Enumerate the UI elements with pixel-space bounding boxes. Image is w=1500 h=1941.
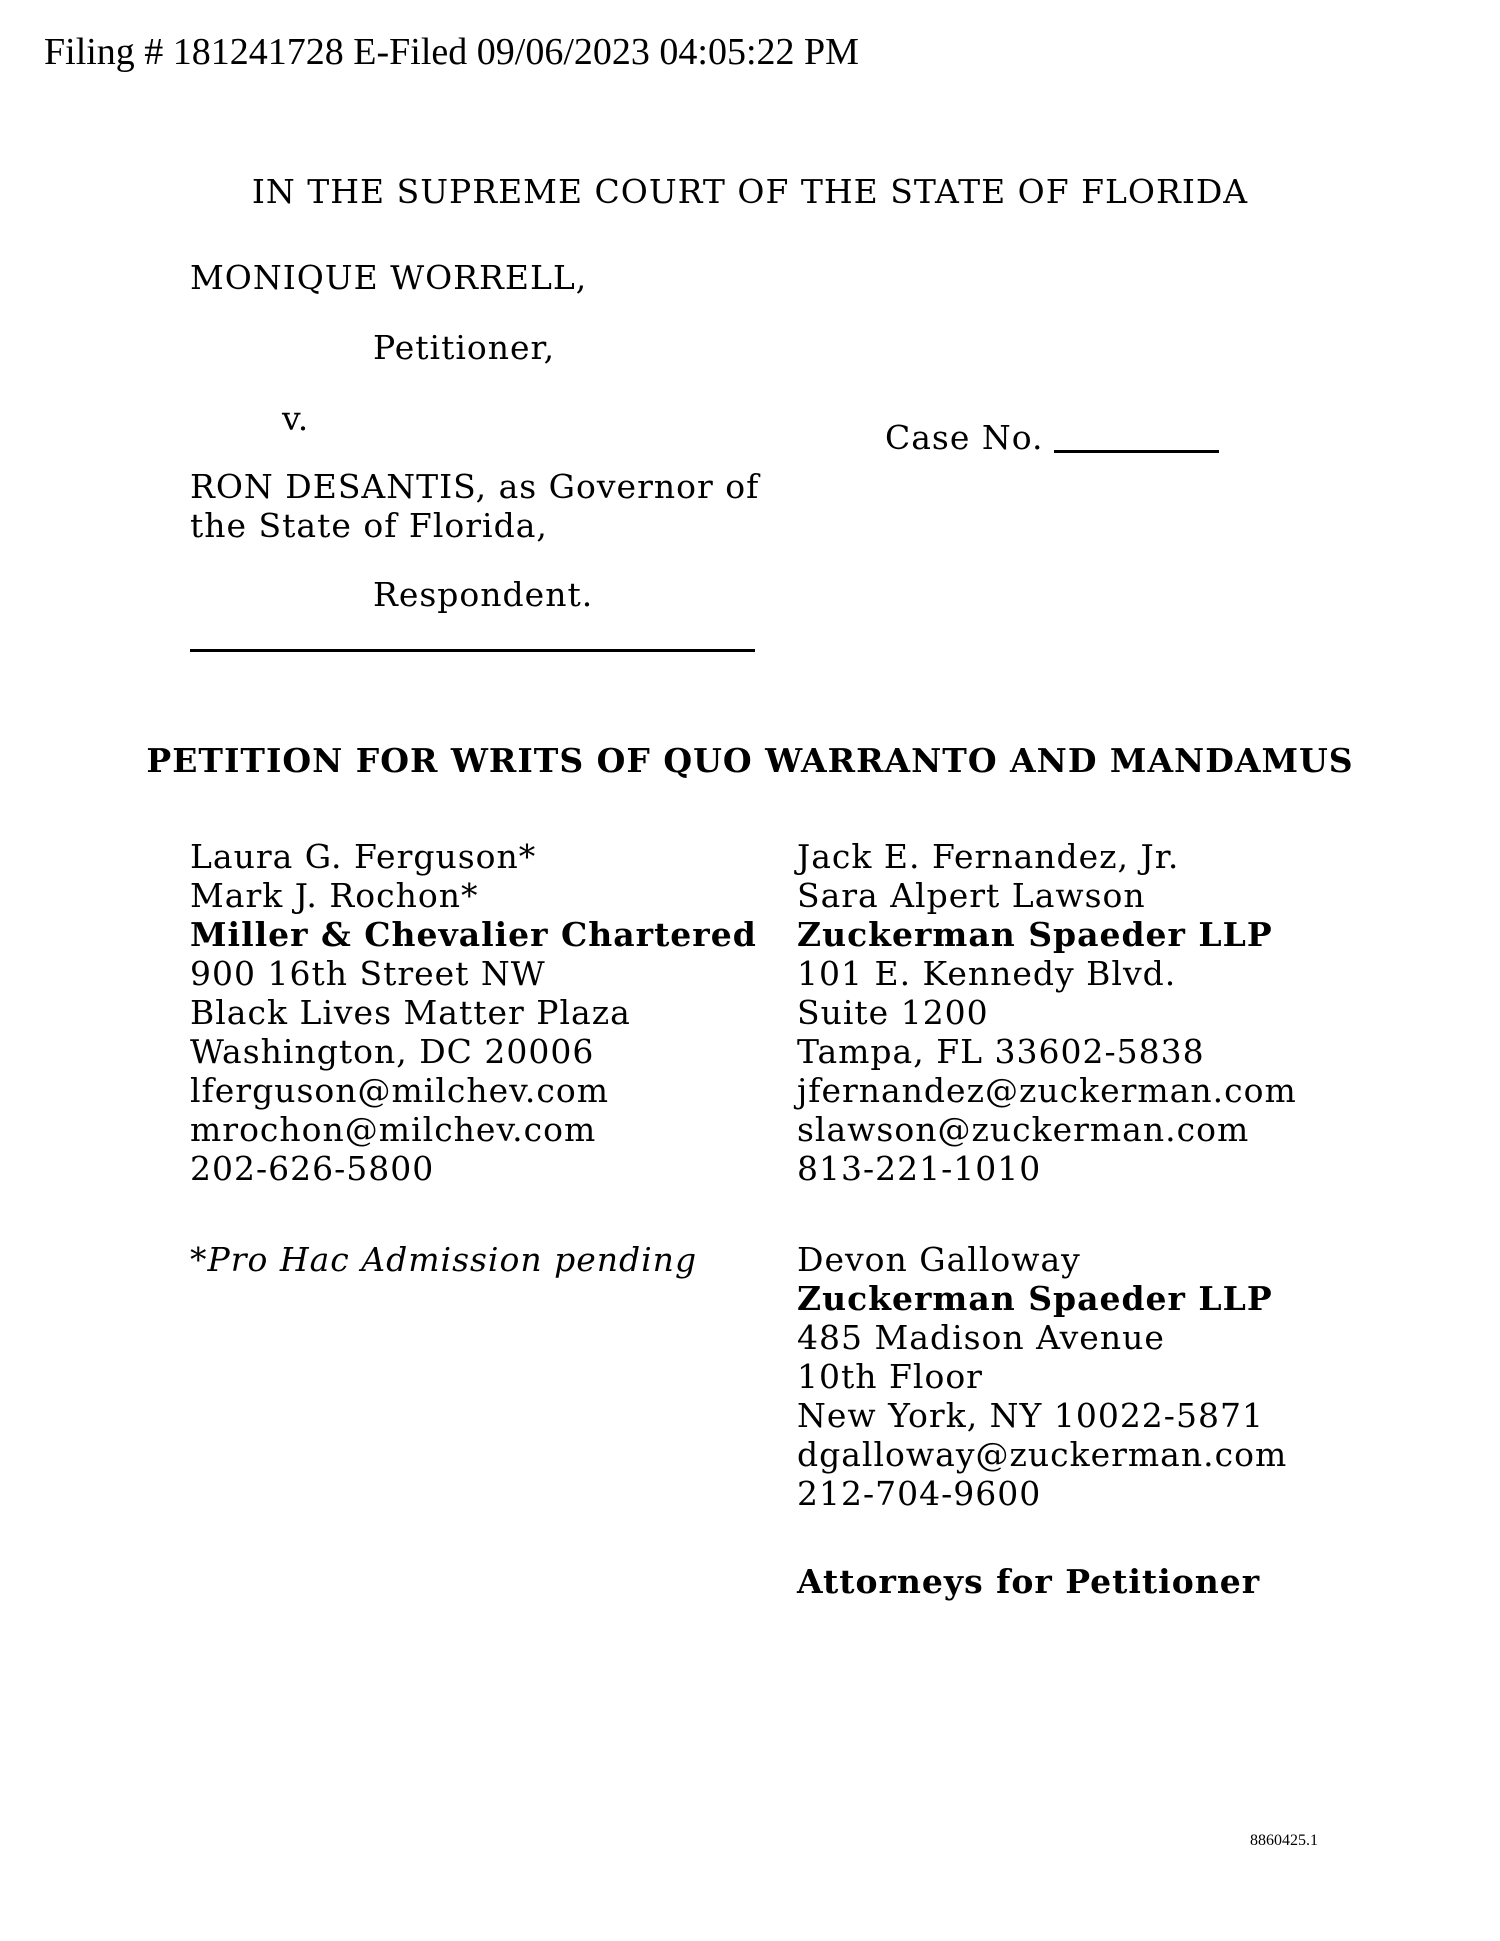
case-number-line — [885, 418, 1219, 457]
counsel-firm-name: Miller & Chevalier Chartered — [190, 915, 757, 954]
counsel-phone: 202-626-5800 — [190, 1149, 435, 1188]
case-number-label: Case No. — [885, 418, 1044, 457]
attorneys-role-label: Attorneys for Petitioner — [797, 1562, 1261, 1601]
counsel-line: 101 E. Kennedy Blvd. — [797, 954, 1177, 993]
counsel-line: Devon Galloway — [797, 1240, 1081, 1279]
counsel-email: mrochon@milchev.com — [190, 1110, 597, 1149]
counsel-phone: 813-221-1010 — [797, 1149, 1042, 1188]
counsel-line: 900 16th Street NW — [190, 954, 546, 993]
counsel-line: 10th Floor — [797, 1357, 983, 1396]
counsel-line: Suite 1200 — [797, 993, 989, 1032]
counsel-firm-name: Zuckerman Spaeder LLP — [797, 1279, 1273, 1318]
counsel-right-column-firm1 — [797, 837, 1297, 1188]
pro-hac-note: *Pro Hac Admission pending — [190, 1240, 698, 1279]
counsel-line: Jack E. Fernandez, Jr. — [797, 837, 1180, 876]
filing-stamp: Filing # 181241728 E-Filed 09/06/2023 04:05:22 PM — [44, 31, 859, 73]
counsel-line: New York, NY 10022-5871 — [797, 1396, 1264, 1435]
petitioner-name: MONIQUE WORRELL, — [190, 258, 588, 297]
counsel-line: Tampa, FL 33602-5838 — [797, 1032, 1205, 1071]
respondent-name — [190, 467, 759, 545]
counsel-line: 485 Madison Avenue — [797, 1318, 1165, 1357]
counsel-line: Mark J. Rochon* — [190, 876, 479, 915]
court-title: IN THE SUPREME COURT OF THE STATE OF FLORIDA — [251, 172, 1249, 211]
document-number: 8860425.1 — [1250, 1832, 1318, 1849]
counsel-line: Black Lives Matter Plaza — [190, 993, 631, 1032]
counsel-line: Laura G. Ferguson* — [190, 837, 537, 876]
case-number-blank — [1054, 450, 1219, 453]
caption-rule — [190, 649, 755, 652]
counsel-firm-name: Zuckerman Spaeder LLP — [797, 915, 1273, 954]
counsel-email: slawson@zuckerman.com — [797, 1110, 1250, 1149]
counsel-email: lferguson@milchev.com — [190, 1071, 610, 1110]
petitioner-role-label: Petitioner, — [373, 328, 556, 367]
counsel-line: Sara Alpert Lawson — [797, 876, 1146, 915]
respondent-name-line2: the State of Florida, — [190, 506, 548, 545]
respondent-role-label: Respondent. — [373, 575, 594, 614]
counsel-phone: 212-704-9600 — [797, 1474, 1042, 1513]
counsel-email: dgalloway@zuckerman.com — [797, 1435, 1288, 1474]
counsel-left-column — [190, 837, 757, 1188]
respondent-name-line1: RON DESANTIS, as Governor of — [190, 467, 760, 506]
document-title: PETITION FOR WRITS OF QUO WARRANTO AND MANDAMUS — [146, 741, 1354, 780]
counsel-email: jfernandez@zuckerman.com — [797, 1071, 1297, 1110]
counsel-line: Washington, DC 20006 — [190, 1032, 595, 1071]
versus-label: v. — [282, 399, 310, 438]
counsel-right-column-firm2 — [797, 1240, 1287, 1513]
